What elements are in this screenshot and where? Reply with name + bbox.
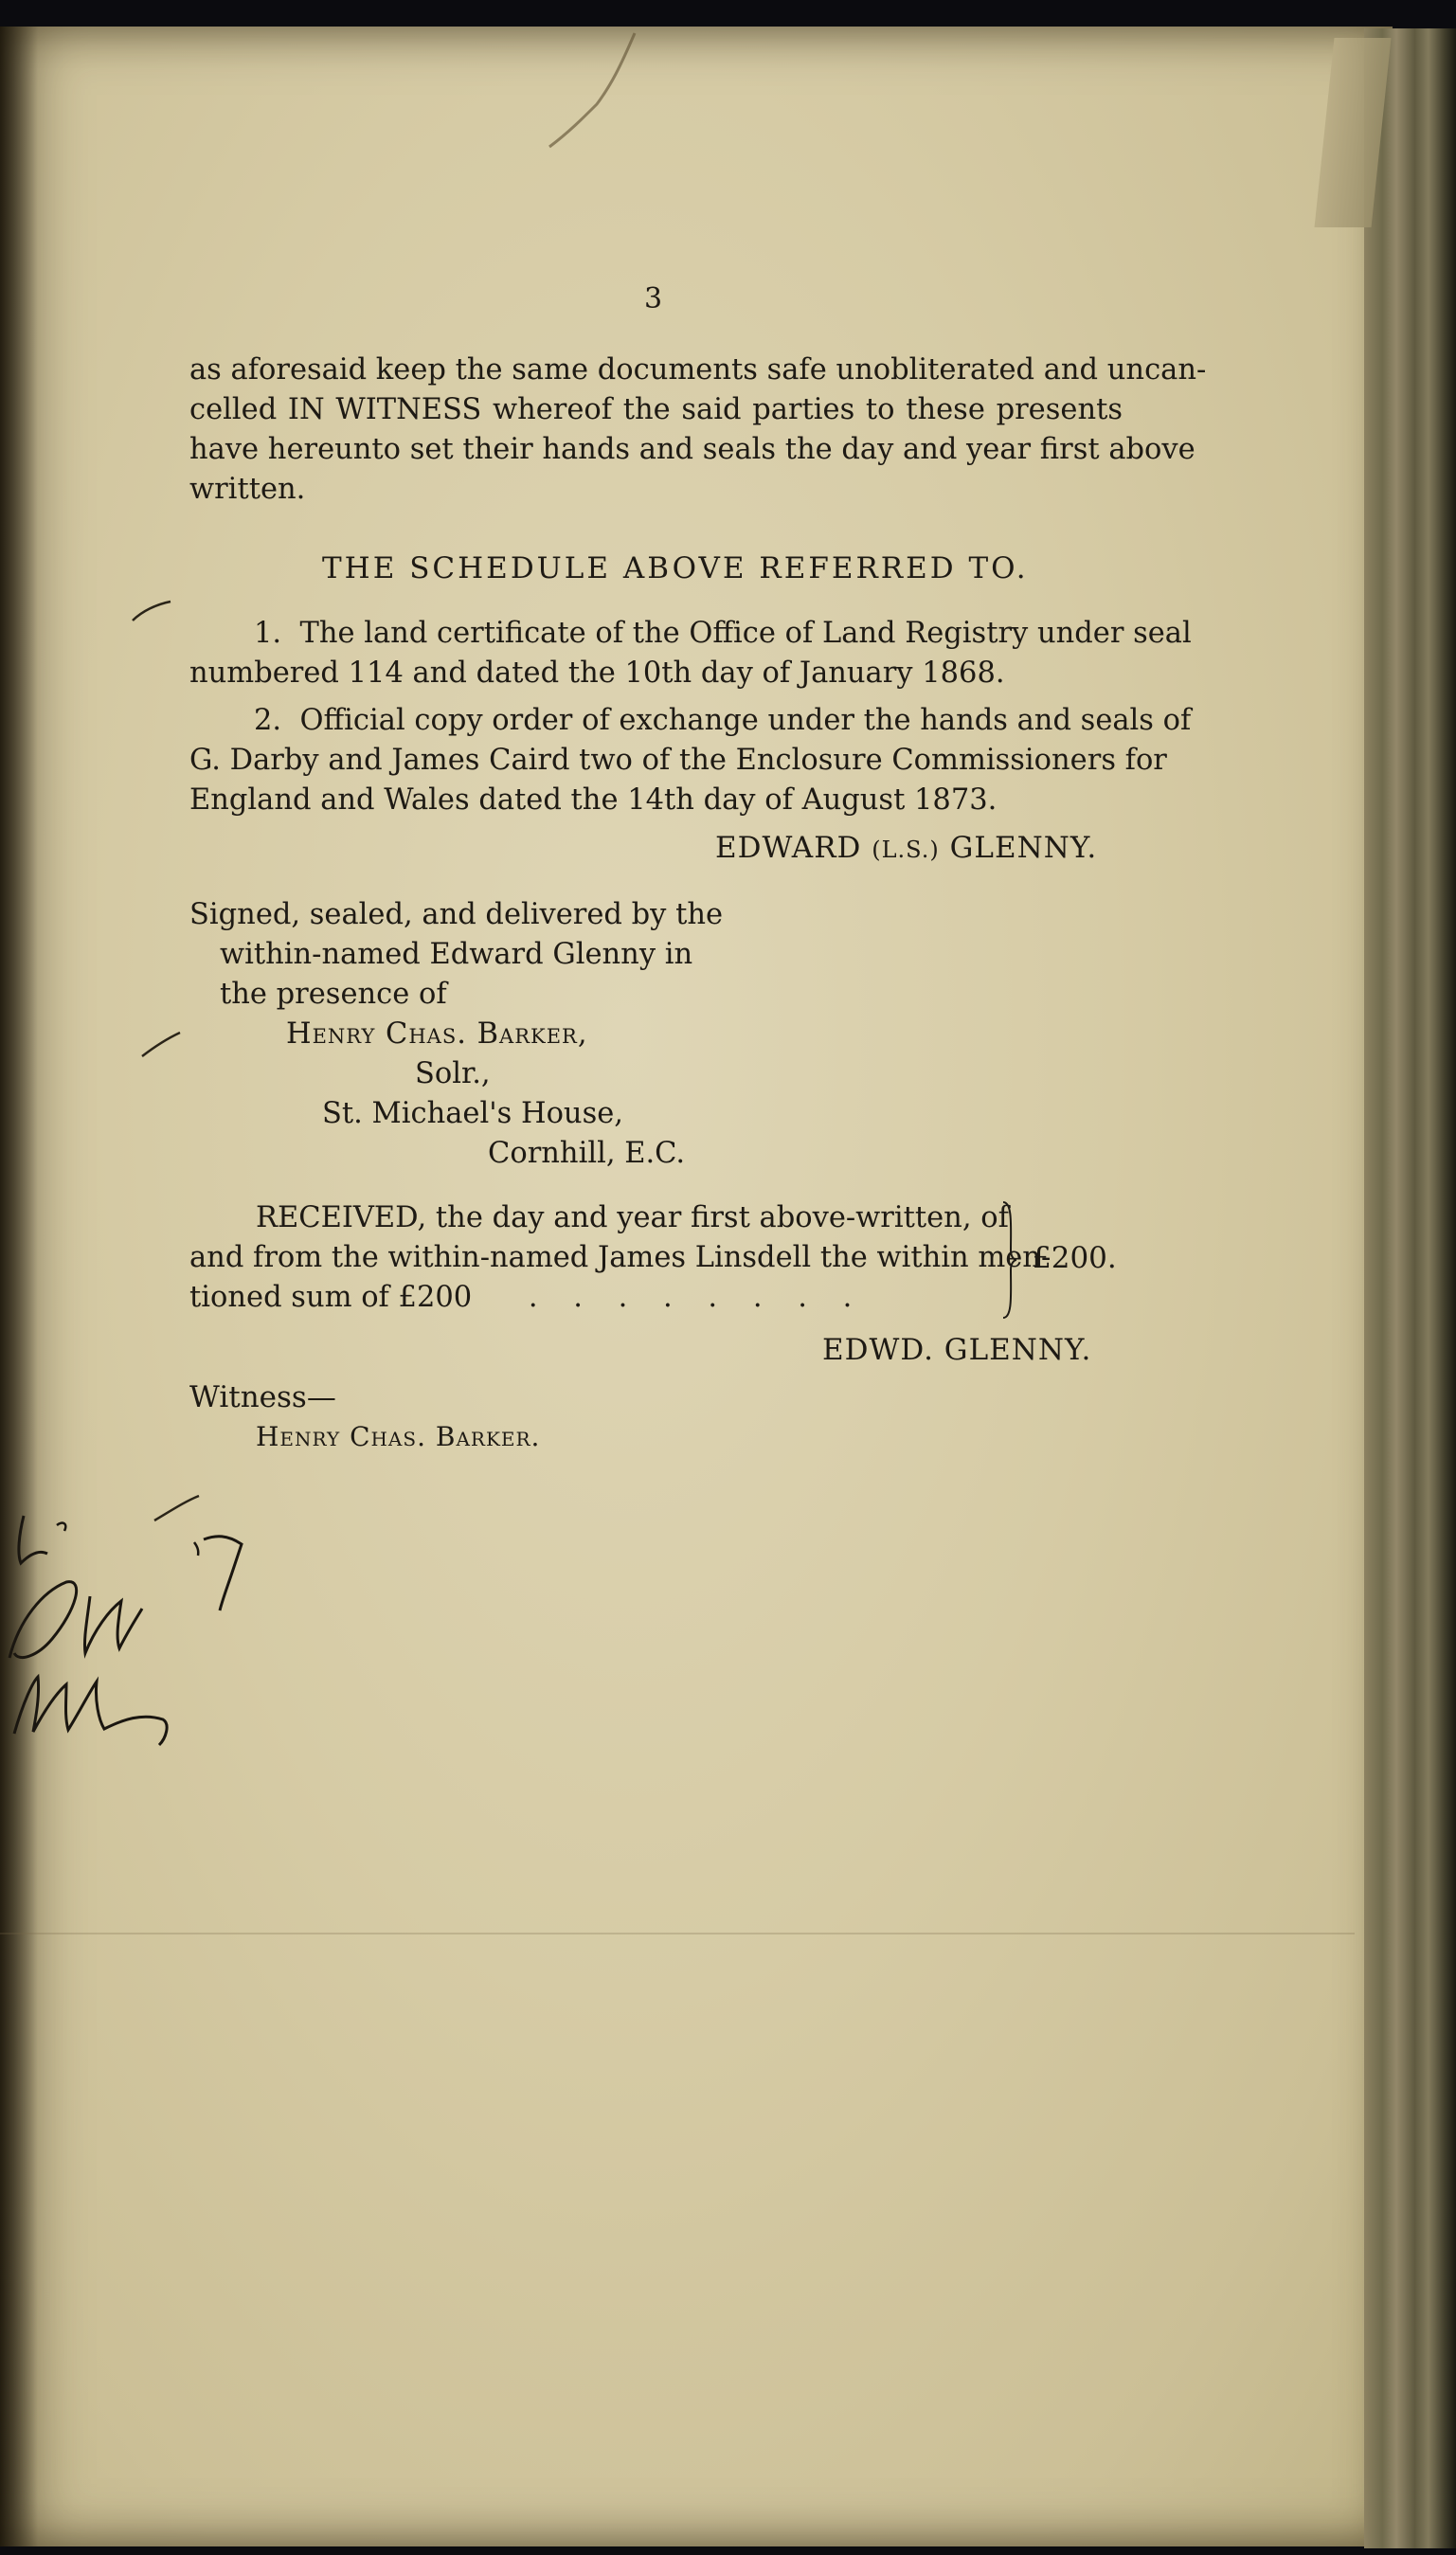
witness-label: Witness—	[189, 1380, 336, 1414]
item-text: England and Wales dated the 14th day of August 1873.	[189, 783, 998, 817]
solicitor-title: Solr.,	[415, 1057, 491, 1090]
paragraph-line: written.	[189, 473, 306, 506]
paragraph-line: celled IN WITNESS whereof the said parties to these presents	[189, 393, 1123, 426]
page-edges	[1364, 28, 1456, 2548]
paragraph-line: as aforesaid keep the same documents safe unobliterated and uncan-	[189, 353, 1207, 387]
receipt-signature: EDWD. GLENNY.	[822, 1333, 1092, 1367]
pencil-tick-mark	[137, 1028, 185, 1061]
item-text: Official copy order of exchange under the hands and seals of	[299, 704, 1192, 737]
receipt-paragraph	[189, 1198, 1052, 1318]
page-number: 3	[644, 282, 663, 315]
receipt-line: tioned sum of £200	[189, 1281, 473, 1314]
item-number: 2.	[254, 704, 282, 737]
brace-icon	[999, 1198, 1018, 1322]
schedule-item	[189, 701, 1192, 820]
witness-paragraph	[189, 351, 1207, 510]
paragraph-line: have hereunto set their hands and seals the day and year first above	[189, 433, 1195, 466]
receipt-amount: £200.	[1033, 1241, 1117, 1275]
receipt-line: and from the within-named James Linsdell the within men-	[189, 1241, 1052, 1274]
address-line: Cornhill, E.C.	[488, 1137, 686, 1170]
binding-shadow	[0, 27, 38, 2546]
signed-line: within-named Edward Glenny in	[220, 938, 693, 971]
schedule-heading: THE SCHEDULE ABOVE REFERRED TO.	[322, 551, 1029, 585]
item-text: G. Darby and James Caird two of the Enclosure Commissioners for	[189, 744, 1167, 777]
signed-line: Signed, sealed, and delivered by the	[189, 898, 724, 931]
handwritten-annotation	[0, 1497, 284, 1781]
seal-marker: (L.S.)	[872, 837, 940, 863]
witness-name: Henry Chas. Barker.	[256, 1421, 541, 1452]
signature-first: EDWARD	[715, 831, 862, 865]
paper-tear-mark	[530, 28, 654, 152]
pencil-tick-mark	[128, 597, 175, 625]
receipt-line: RECEIVED, the day and year first above-written, of	[256, 1201, 1009, 1234]
dot-leader: . . . . . . . .	[528, 1281, 866, 1314]
schedule-item	[189, 614, 1192, 693]
item-number: 1.	[254, 617, 282, 650]
address-line: St. Michael's House,	[322, 1097, 623, 1130]
item-text: The land certificate of the Office of Land Registry under seal	[299, 617, 1192, 650]
witness-solicitor-name: Henry Chas. Barker,	[286, 1017, 588, 1051]
signature-edward-glenny	[715, 829, 1097, 869]
signature-last: GLENNY.	[949, 831, 1098, 865]
signed-line: the presence of	[220, 978, 447, 1011]
item-text: numbered 114 and dated the 10th day of January 1868.	[189, 657, 1005, 690]
fold-crease	[0, 1933, 1355, 1934]
